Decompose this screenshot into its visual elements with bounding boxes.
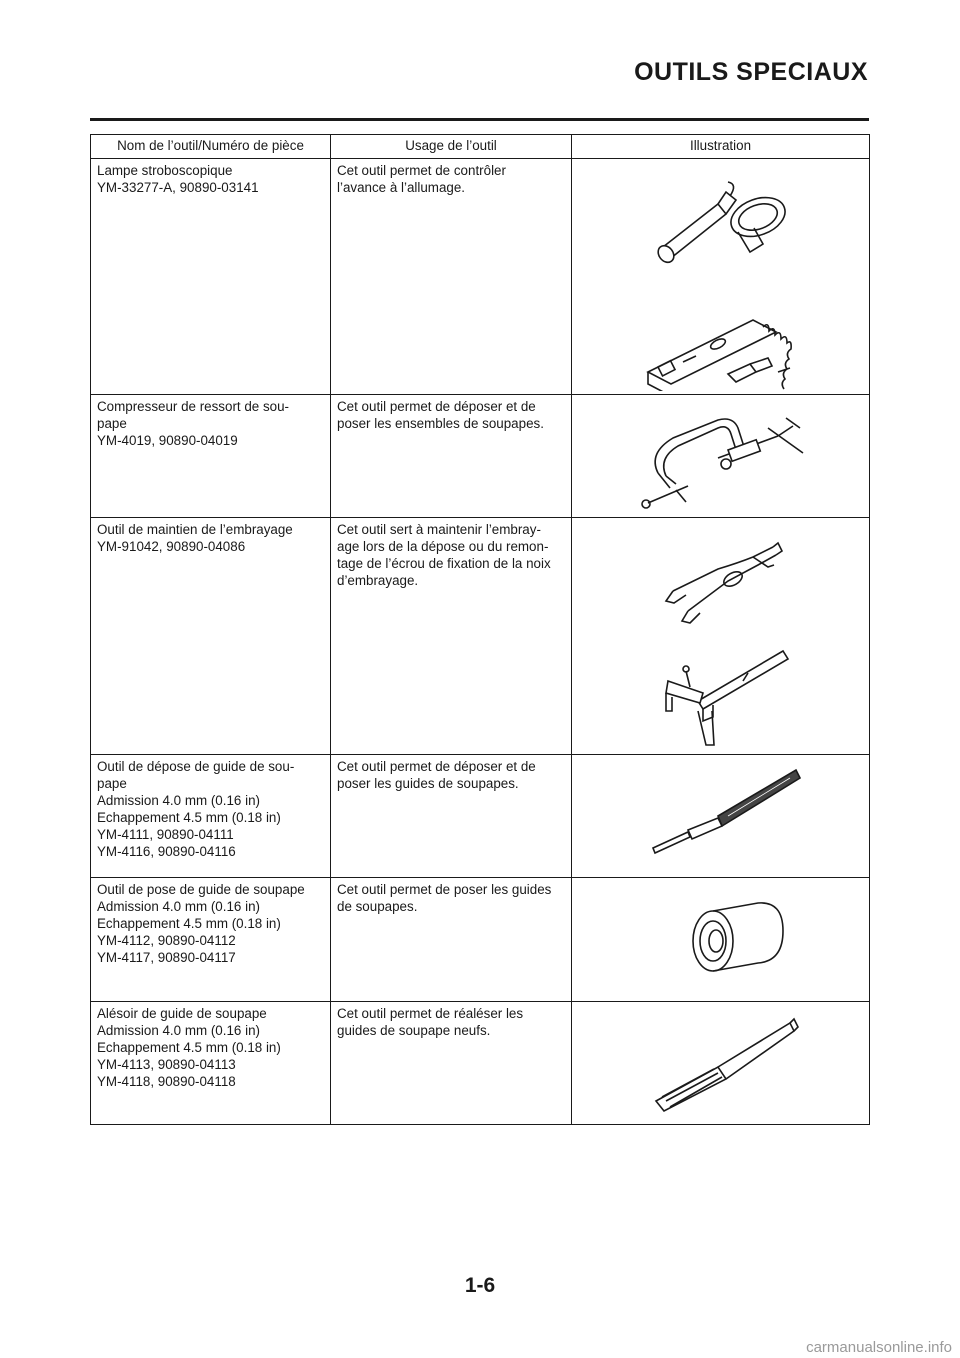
valve-spring-compressor-icon bbox=[578, 398, 876, 514]
table-row bbox=[91, 1002, 870, 1125]
tool-name-cell bbox=[91, 755, 331, 878]
illustration-cell bbox=[572, 878, 870, 1002]
tool-usage-line: Cet outil permet de poser les guides bbox=[337, 882, 552, 897]
tool-name-line: Compresseur de ressort de sou- bbox=[97, 399, 290, 414]
tool-name-cell bbox=[91, 878, 331, 1002]
page-title: OUTILS SPECIAUX bbox=[634, 58, 868, 86]
tool-usage-line: guides de soupape neufs. bbox=[337, 1023, 491, 1038]
table-row bbox=[91, 518, 870, 755]
tool-name-line: Echappement 4.5 mm (0.18 in) bbox=[97, 916, 281, 931]
tool-usage-cell bbox=[331, 755, 572, 878]
tool-name-line: pape bbox=[97, 776, 127, 791]
tool-usage-line: poser les guides de soupapes. bbox=[337, 776, 519, 791]
tool-name-cell bbox=[91, 518, 331, 755]
tool-usage-line: de soupapes. bbox=[337, 899, 418, 914]
tool-name-line: pape bbox=[97, 416, 127, 431]
tool-usage-cell bbox=[331, 518, 572, 755]
tool-name-cell bbox=[91, 1002, 331, 1125]
tool-name-line: YM-4113, 90890-04113 bbox=[97, 1057, 236, 1072]
special-tools-table bbox=[90, 134, 870, 1125]
header-illustration: Illustration bbox=[572, 135, 870, 159]
tool-name-line: Outil de pose de guide de soupape bbox=[97, 882, 305, 897]
header-tool-name: Nom de l’outil/Numéro de pièce bbox=[91, 135, 331, 159]
tool-name-line: YM-4111, 90890-04111 bbox=[97, 827, 234, 842]
tool-name-line: YM-4112, 90890-04112 bbox=[97, 933, 236, 948]
tool-name-cell bbox=[91, 159, 331, 395]
tool-usage-line: Cet outil permet de réaléser les bbox=[337, 1006, 524, 1021]
valve-guide-installer-icon bbox=[578, 881, 876, 998]
tool-usage-line: tage de l’écrou de fixation de la noix bbox=[337, 556, 551, 571]
illustration-cell bbox=[572, 395, 870, 518]
table-header-row bbox=[91, 135, 870, 159]
title-rule bbox=[90, 118, 869, 121]
table-row bbox=[91, 395, 870, 518]
table-row bbox=[91, 878, 870, 1002]
tool-usage-line: Cet outil sert à maintenir l’embray- bbox=[337, 522, 541, 537]
timing-light-icon bbox=[578, 162, 876, 391]
tool-name-line: Outil de dépose de guide de sou- bbox=[97, 759, 295, 774]
tool-usage-line: Cet outil permet de déposer et de bbox=[337, 399, 536, 414]
tool-name-line: Admission 4.0 mm (0.16 in) bbox=[97, 899, 260, 914]
tool-name-line: Admission 4.0 mm (0.16 in) bbox=[97, 1023, 260, 1038]
tool-name-line: Echappement 4.5 mm (0.18 in) bbox=[97, 810, 281, 825]
page-number: 1-6 bbox=[464, 1274, 496, 1297]
tool-name-line: YM-33277-A, 90890-03141 bbox=[97, 180, 259, 195]
valve-guide-reamer-icon bbox=[578, 1005, 876, 1121]
tool-name-line: Outil de maintien de l’embrayage bbox=[97, 522, 293, 537]
tool-usage-line: l’avance à l’allumage. bbox=[337, 180, 466, 195]
tool-usage-cell bbox=[331, 159, 572, 395]
valve-guide-remover-icon bbox=[578, 758, 876, 874]
tool-name-cell bbox=[91, 395, 331, 518]
illustration-cell bbox=[572, 518, 870, 755]
table-row bbox=[91, 755, 870, 878]
watermark: carmanualsonline.info bbox=[806, 1339, 952, 1356]
header-tool-usage: Usage de l’outil bbox=[331, 135, 572, 159]
illustration-cell bbox=[572, 159, 870, 395]
illustration-cell bbox=[572, 1002, 870, 1125]
tool-usage-line: d’embrayage. bbox=[337, 573, 419, 588]
tool-usage-cell bbox=[331, 878, 572, 1002]
tool-name-line: YM-4118, 90890-04118 bbox=[97, 1074, 236, 1089]
table-row bbox=[91, 159, 870, 395]
tool-usage-cell bbox=[331, 395, 572, 518]
tool-name-line: YM-4116, 90890-04116 bbox=[97, 844, 236, 859]
tool-name-line: Lampe stroboscopique bbox=[97, 163, 233, 178]
illustration-cell bbox=[572, 755, 870, 878]
tool-name-line: YM-4019, 90890-04019 bbox=[97, 433, 238, 448]
tool-usage-line: age lors de la dépose ou du remon- bbox=[337, 539, 549, 554]
tool-usage-line: Cet outil permet de déposer et de bbox=[337, 759, 536, 774]
clutch-holding-tool-icon bbox=[578, 521, 876, 751]
tool-usage-line: Cet outil permet de contrôler bbox=[337, 163, 506, 178]
tool-name-line: Echappement 4.5 mm (0.18 in) bbox=[97, 1040, 281, 1055]
tool-name-line: Admission 4.0 mm (0.16 in) bbox=[97, 793, 260, 808]
tool-usage-cell bbox=[331, 1002, 572, 1125]
tool-name-line: Alésoir de guide de soupape bbox=[97, 1006, 267, 1021]
tool-name-line: YM-4117, 90890-04117 bbox=[97, 950, 236, 965]
tool-name-line: YM-91042, 90890-04086 bbox=[97, 539, 246, 554]
tool-usage-line: poser les ensembles de soupapes. bbox=[337, 416, 544, 431]
